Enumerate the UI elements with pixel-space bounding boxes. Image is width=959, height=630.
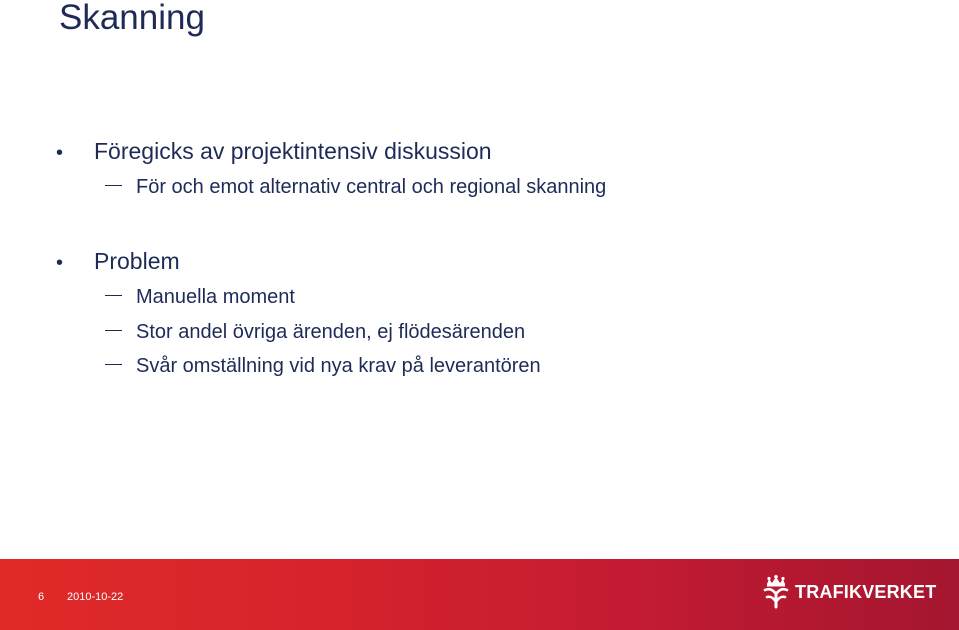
bullet-dot: •: [56, 252, 64, 274]
sub-bullet-item: [105, 285, 295, 309]
sub-bullet-item: [105, 320, 525, 344]
footer-date: 2010-10-22: [67, 591, 124, 603]
dash-marker: [105, 330, 122, 331]
dash-marker: [105, 185, 122, 186]
trafikverket-logo: [761, 574, 936, 610]
sub-bullet-text: För och emot alternativ central och regional skanning: [136, 176, 607, 198]
sub-bullet-text: Manuella moment: [136, 286, 295, 308]
bullet-text: Föregicks av projektintensiv diskussion: [94, 138, 492, 164]
bullet-item: [56, 137, 492, 167]
bullet-dot: •: [56, 142, 64, 164]
sub-bullet-text: Stor andel övriga ärenden, ej flödesärenden: [136, 321, 526, 343]
slide-title: Skanning: [59, 0, 205, 37]
bullet-item: [56, 247, 180, 277]
page-number: 6: [38, 591, 45, 603]
dash-marker: [105, 295, 122, 296]
logo-text: TRAFIKVERKET: [795, 581, 937, 602]
sub-bullet-text: Svår omställning vid nya krav på leverantören: [136, 355, 541, 377]
crown-emblem-icon: [761, 575, 791, 609]
dash-marker: [105, 364, 122, 365]
sub-bullet-item: [105, 354, 541, 378]
bullet-text: Problem: [94, 248, 180, 274]
sub-bullet-item: [105, 175, 606, 199]
